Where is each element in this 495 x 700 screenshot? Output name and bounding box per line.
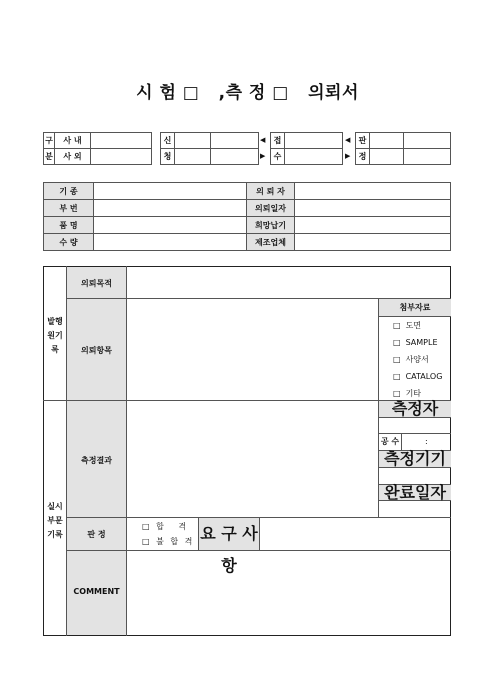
quantity-label: 수 량 (44, 234, 94, 251)
instrument-label: 측정기기 (379, 451, 451, 468)
page-title (0, 78, 495, 103)
apply-label-1: 신 (161, 133, 175, 149)
measurer-field[interactable] (379, 418, 451, 434)
checkbox-icon[interactable]: □ (393, 372, 401, 381)
title-checkbox-measure[interactable]: □ (272, 83, 289, 103)
part-no-label: 부 번 (44, 200, 94, 217)
arrow-right-icon-2: ▶ (345, 152, 351, 160)
apply-field-3[interactable] (175, 149, 211, 165)
arrow-left-icon: ◀ (260, 136, 266, 144)
info-table (43, 182, 451, 251)
manhours-colon[interactable]: : (425, 437, 428, 446)
purpose-field[interactable] (127, 267, 450, 298)
judgement-label: 판 정 (87, 530, 106, 539)
outside-label: 사 외 (55, 149, 91, 165)
inside-label: 사 내 (55, 133, 91, 149)
judge-label-1: 판 (356, 133, 370, 149)
receive-field-1[interactable] (285, 133, 343, 149)
judge-box (355, 132, 451, 165)
comment-field[interactable] (127, 551, 450, 635)
checkbox-icon[interactable]: □ (142, 522, 150, 531)
receive-field-2[interactable] (285, 149, 343, 165)
apply-label-2: 청 (161, 149, 175, 165)
attach-catalog[interactable]: □ CATALOG (393, 372, 443, 381)
receive-label-2: 수 (271, 149, 285, 165)
requirements-label: 요 구 사 항 (199, 518, 259, 550)
result-label: 측정결과 (81, 456, 112, 465)
judge-field-3[interactable] (370, 149, 404, 165)
maker-field[interactable] (295, 234, 451, 251)
requester-label: 의 뢰 자 (247, 183, 295, 200)
fail-option[interactable]: □ 불 합 격 (142, 537, 195, 546)
inside-field[interactable] (91, 133, 152, 149)
receive-label-1: 접 (271, 133, 285, 149)
item-name-field[interactable] (94, 217, 247, 234)
division-label-2: 분 (44, 149, 55, 165)
exec-section-label: 실시 부문 기록 (47, 502, 63, 539)
attachments-list (379, 317, 451, 402)
comment-label: COMMENT (73, 587, 120, 596)
judge-field-2[interactable] (404, 133, 451, 149)
title-checkbox-test[interactable]: □ (182, 83, 200, 103)
part-no-field[interactable] (94, 200, 247, 217)
attach-spec[interactable]: □ 사양서 (393, 355, 429, 364)
judge-field-4[interactable] (404, 149, 451, 165)
request-date-label: 의뢰일자 (247, 200, 295, 217)
division-box (43, 132, 152, 165)
quantity-field[interactable] (94, 234, 247, 251)
checkbox-icon[interactable]: □ (393, 389, 401, 398)
attachments-header: 첨부자료 (379, 299, 451, 317)
due-date-field[interactable] (295, 217, 451, 234)
arrow-right-icon: ▶ (260, 152, 266, 160)
items-label: 의뢰항목 (81, 346, 112, 355)
purpose-label: 의뢰목적 (81, 279, 112, 288)
finish-date-label: 완료일자 (379, 485, 451, 501)
pass-option[interactable]: □ 합 격 (142, 522, 193, 531)
apply-field-4[interactable] (211, 149, 259, 165)
division-label-1: 구 (44, 133, 55, 149)
attach-sample[interactable]: □ SAMPLE (393, 338, 438, 347)
requester-field[interactable] (295, 183, 451, 200)
request-date-field[interactable] (295, 200, 451, 217)
attach-drawing[interactable]: □ 도면 (393, 321, 422, 330)
model-label: 기 종 (44, 183, 94, 200)
measurer-label: 측정자 (379, 401, 451, 418)
checkbox-icon[interactable]: □ (393, 355, 401, 364)
outside-field[interactable] (91, 149, 152, 165)
apply-field-2[interactable] (211, 133, 259, 149)
maker-label: 제조업체 (247, 234, 295, 251)
item-name-label: 품 명 (44, 217, 94, 234)
title-test: 시 험 (136, 83, 177, 103)
requirements-field[interactable] (260, 518, 450, 550)
attach-other[interactable]: □ 기타 (393, 389, 422, 398)
due-date-label: 희망납기 (247, 217, 295, 234)
apply-box (160, 132, 259, 165)
items-field[interactable] (127, 299, 378, 400)
title-request: 의뢰서 (308, 83, 359, 103)
title-measure: ,측 정 (218, 83, 266, 103)
judge-field-1[interactable] (370, 133, 404, 149)
checkbox-icon[interactable]: □ (393, 321, 401, 330)
checkbox-icon[interactable]: □ (393, 338, 401, 347)
result-field[interactable] (127, 401, 378, 517)
issue-section-label: 발행 원기 록 (47, 317, 63, 354)
model-field[interactable] (94, 183, 247, 200)
receive-box (270, 132, 343, 165)
apply-field-1[interactable] (175, 133, 211, 149)
checkbox-icon[interactable]: □ (142, 537, 150, 546)
judge-label-2: 정 (356, 149, 370, 165)
finish-date-field[interactable] (379, 501, 451, 517)
manhours-label: 공 수 (379, 434, 402, 450)
arrow-left-icon-2: ◀ (345, 136, 351, 144)
